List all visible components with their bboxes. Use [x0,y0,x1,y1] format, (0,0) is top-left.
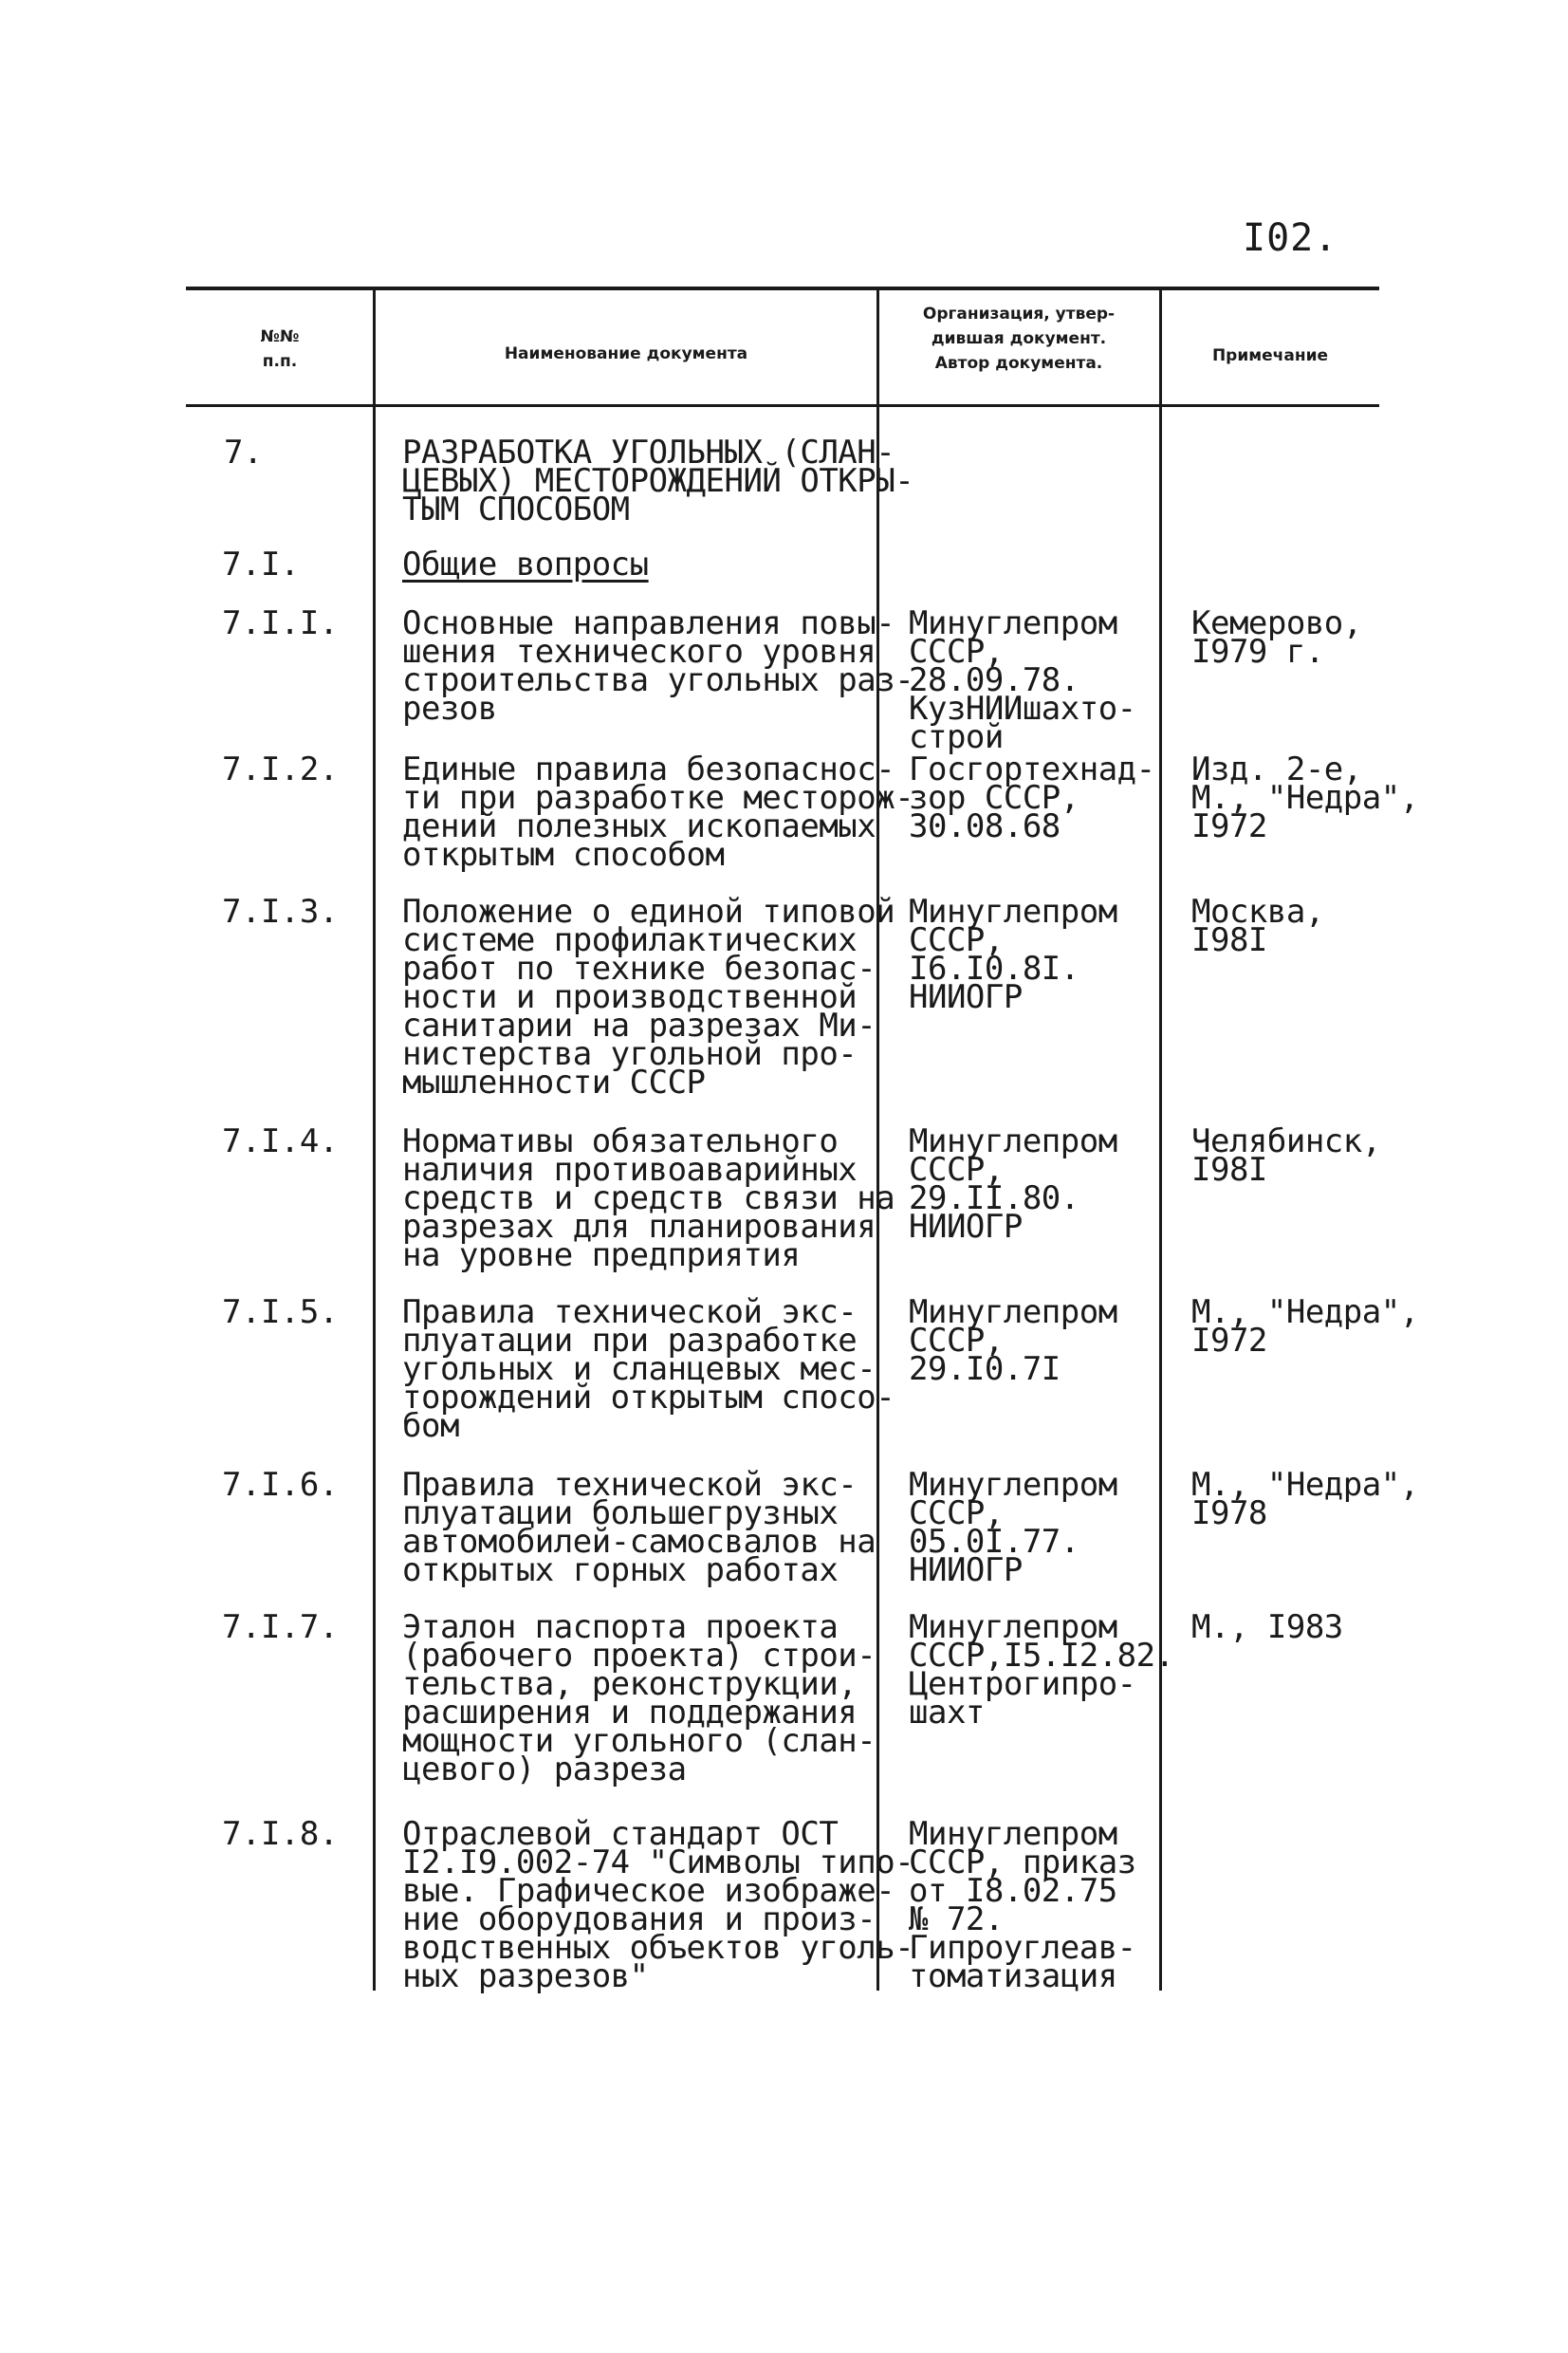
table-top-rule [186,287,1379,290]
row-note: Москва, I98I [1191,893,1324,959]
column-divider-1 [373,288,376,406]
row-number: 7.I.6. [222,1466,339,1504]
row-note: М., "Недра", I978 [1191,1466,1419,1532]
header-organization: Организация, утвер- дившая документ. Автор документа. [922,305,1116,373]
row-organization: Минуглепром СССР,I5.I2.82. Центрогипро- шахт [909,1608,1174,1732]
row-note: Кемерово, I979 г. [1191,604,1362,671]
row-organization: Минуглепром СССР, 28.09.78. КузНИИшахто- строй [909,604,1136,756]
row-number: 7. [224,434,263,472]
row-note: Изд. 2-е, М., "Недра", I972 [1191,750,1419,845]
header-note: Примечание [1211,346,1329,365]
row-title: Правила технической экс- плуатации большегрузных автомобилей-самосвалов на открытых горных работах [402,1466,876,1589]
section-heading: Общие вопросы [402,546,649,584]
row-note: М., I983 [1191,1608,1343,1646]
row-organization: Госгортехнад- зор СССР, 30.08.68 [909,750,1155,845]
row-number: 7.I. [222,546,300,584]
row-title: Эталон паспорта проекта (рабочего проекта) строи- тельства, реконструкции, расширения и поддержания мощности угольного (слан- цевого) разреза [402,1608,876,1788]
row-number: 7.I.4. [222,1122,339,1160]
header-bottom-rule [186,404,1379,407]
column-divider-4 [1159,288,1162,1991]
page-number: I02. [1243,216,1338,260]
column-divider-2 [373,406,376,1991]
row-organization: Минуглепром СССР, приказ от I8.02.75 № 72. Гипроуглеав- томатизация [909,1815,1136,1995]
row-title: Основные направления повы- шения технического уровня строительства угольных раз- резов [402,604,914,728]
row-title: Единые правила безопаснос- ти при разработке месторож- дений полезных ископаемых открытым способом [402,750,914,874]
row-number: 7.I.5. [222,1293,339,1331]
row-organization: Минуглепром СССР, I6.I0.8I. НИИОГР [909,893,1117,1016]
row-title: Положение о единой типовой системе профилактических работ по технике безопас- ности и производственной санитарии на разрезах Ми- нистерства угольной про- мышленности СССР [402,893,895,1102]
row-number: 7.I.8. [222,1815,339,1853]
row-organization: Минуглепром СССР, 29.II.80. НИИОГР [909,1122,1117,1246]
row-organization: Минуглепром СССР, 29.I0.7I [909,1293,1117,1388]
row-title: Правила технической экс- плуатации при разработке угольных и сланцевых мес- торождений открытым спосо- бом [402,1293,895,1445]
row-note: Челябинск, I98I [1191,1122,1381,1189]
row-number: 7.I.2. [222,750,339,788]
row-title: РАЗРАБОТКА УГОЛЬНЫХ (СЛАН- ЦЕВЫХ) МЕСТОРОЖДЕНИЙ ОТКРЫ- ТЫМ СПОСОБОМ [402,434,914,528]
row-number: 7.I.3. [222,893,339,931]
header-number: №№ п.п. [260,327,300,371]
row-title: Нормативы обязательного наличия противоаварийных средств и средств связи на разрезах для планирования на уровне предприятия [402,1122,895,1274]
row-note: М., "Недра", I972 [1191,1293,1419,1360]
header-title: Наименование документа [504,344,748,363]
row-title: Отраслевой стандарт ОСТ I2.I9.002-74 "Символы типо- вые. Графическое изображе- ние оборудования и произ- водственных объектов уголь- ных разрезов" [402,1815,914,1995]
row-number: 7.I.I. [222,604,339,642]
row-number: 7.I.7. [222,1608,339,1646]
row-organization: Минуглепром СССР, 05.0I.77. НИИОГР [909,1466,1117,1589]
